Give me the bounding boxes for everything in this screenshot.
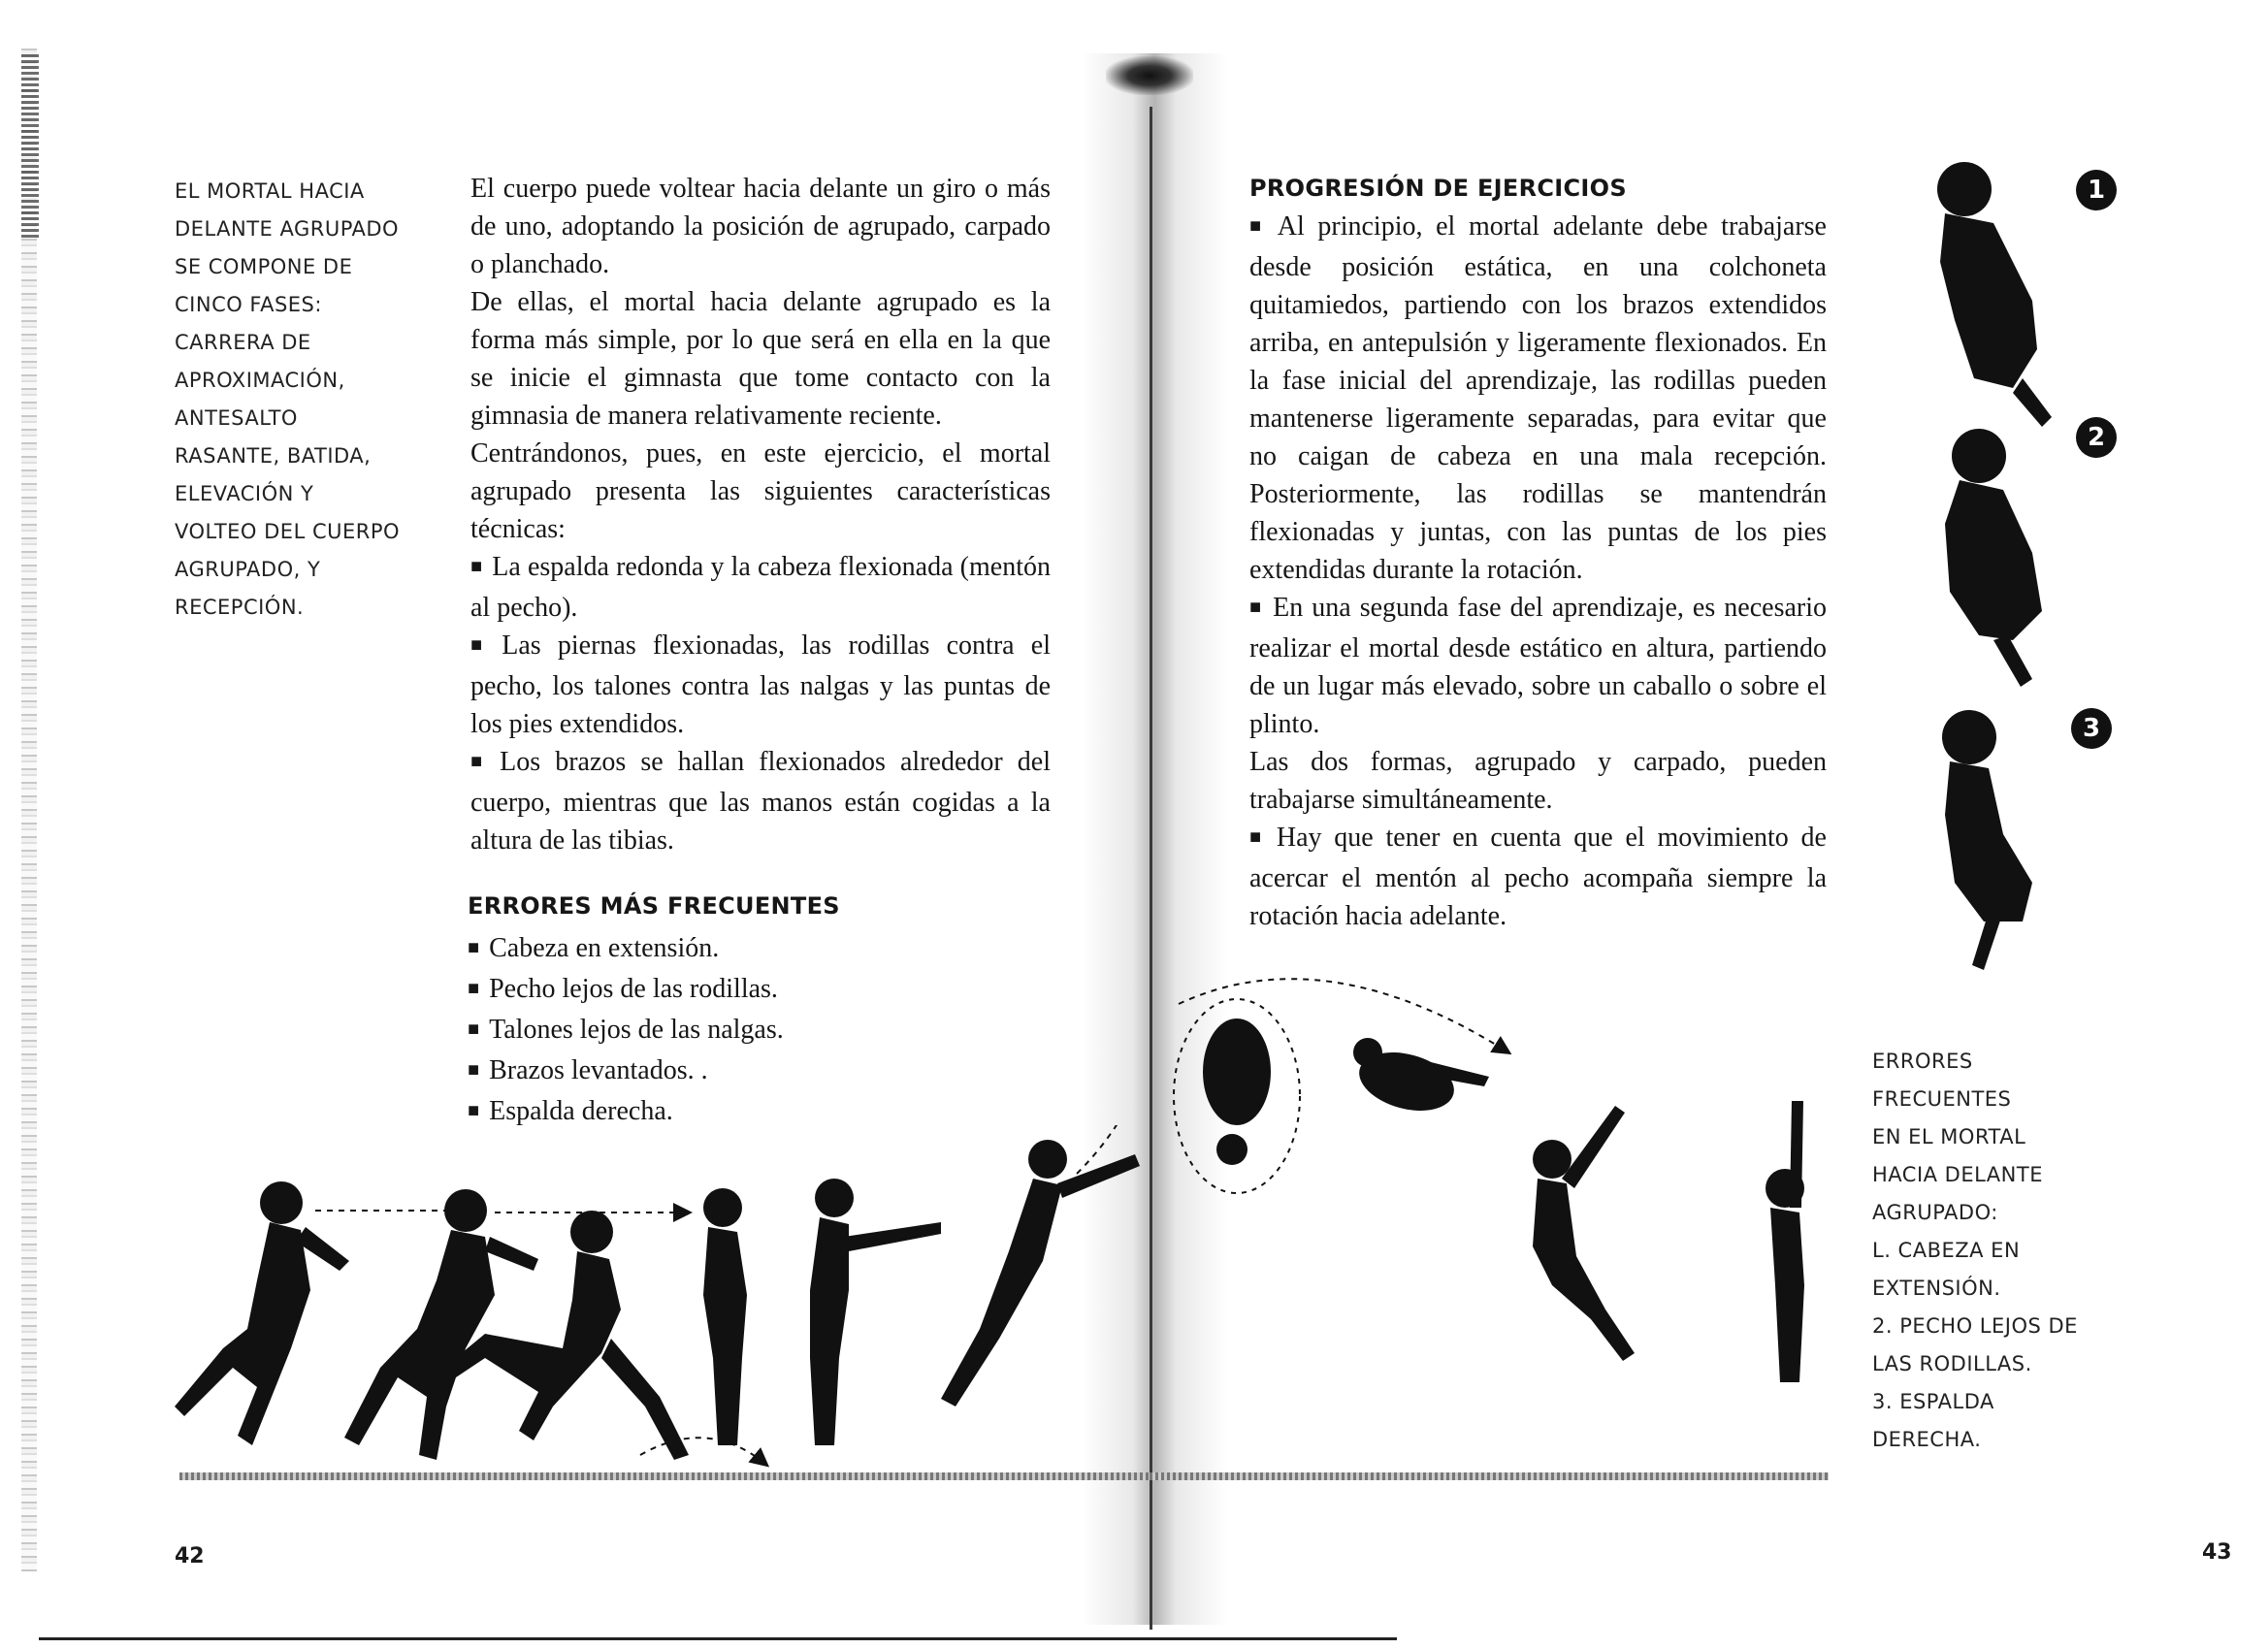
error-item: ■ Brazos levantados. . [468,1051,875,1092]
runner-figure-4 [703,1188,747,1445]
bullet-item: ■ Los brazos se hallan flexionados alrededor del cuerpo, mientras que las manos están cogidas a la altura de las tibias. [470,743,1051,859]
paragraph: El cuerpo puede voltear hacia delante un giro o más de uno, adoptando la posición de agrupado, carpado o planchado. [470,174,1051,279]
tuck-figure-3 [1942,710,2032,970]
landing-figure-1 [1533,1106,1635,1361]
bullet-item: ■ Las piernas flexionadas, las rodillas contra el pecho, los talones contra las nalgas y las puntas de los pies extendidos. [470,627,1051,743]
left-body-text [470,170,1051,859]
page-number-right: 43 [2202,1540,2232,1565]
error-item: ■ Pecho lejos de las rodillas. [468,970,875,1011]
progression-paragraph: ■ Hay que tener en cuenta que el movimiento de acercar el mentón al pecho acompaña siempre la rotación hacia adelante. [1249,819,1827,935]
error-item: ■ Cabeza en extensión. [468,929,875,970]
error-item: ■ Talones lejos de las nalgas. [468,1011,875,1051]
page-number-left: 42 [175,1544,205,1568]
runup-sequence-illustration [165,1125,1154,1484]
errors-heading: ERRORES MÁS FRECUENTES [468,892,840,920]
tuck-rotation-figure-2 [1352,1038,1489,1120]
progression-paragraph: ■ En una segunda fase del aprendizaje, es necesario realizar el mortal desde estático en altura, partiendo de un lugar más elevado, sobre un caballo o sobre el plinto. [1249,589,1827,743]
progression-heading: PROGRESIÓN DE EJERCICIOS [1249,175,1627,202]
tuck-figure-2 [1945,429,2042,687]
rotation-landing-illustration [1150,965,1848,1489]
right-body-text [1249,170,1827,935]
bullet-item: ■ La espalda redonda y la cabeza flexionada (mentón al pecho). [470,548,1051,627]
ground-line [1150,1472,1829,1480]
paragraph: De ellas, el mortal hacia delante agrupado es la forma más simple, por lo que será en ella en la que se inicie el gimnasta que tome contacto con la gimnasia de manera relativamente reciente. [470,287,1051,431]
tuck-rotation-figure-1 [1203,1018,1271,1165]
figure-number-badge: 3 [2071,708,2112,749]
runner-figure-6 [941,1140,1140,1406]
progression-paragraph: ■ Al principio, el mortal adelante debe trabajarse desde posición estática, en una colchoneta quitamiedos, partiendo con los brazos extendidos arriba, en antepulsión y ligeramente flexionados. En la fase inicial del aprendizaje, las rodillas pueden mantenerse ligeramente separadas, para evitar que no caigan de cabeza en una mala recepción. Posteriormente, las rodillas se mantendrán flexionadas y juntas, con las puntas de los pies extendidas durante la rotación. [1249,208,1827,589]
figure-number-badge: 2 [2076,417,2117,458]
figure-number-badge: 1 [2076,170,2117,210]
errors-block [468,888,875,1133]
right-page [1150,0,2268,1649]
progression-paragraph: Las dos formas, agrupado y carpado, pueden trabajarse simultáneamente. [1249,747,1827,815]
tuck-error-figures [1887,155,2120,1009]
left-caption: EL MORTAL HACIA DELANTE AGRUPADO SE COMPONE DE CINCO FASES: CARRERA DE APROXIMACIÓN, ANTESALTO RASANTE, BATIDA, ELEVACIÓN Y VOLTEO DEL CUERPO AGRUPADO, Y RECEPCIÓN. [175,179,401,619]
tuck-figure-1 [1937,162,2052,427]
landing-figure-2 [1766,1101,1804,1382]
runner-figure-2 [344,1189,538,1460]
paragraph: Centrándonos, pues, en este ejercicio, el mortal agrupado presenta las siguientes características técnicas: [470,438,1051,544]
errors-caption: ERRORES FRECUENTES EN EL MORTAL HACIA DELANTE AGRUPADO: L. CABEZA EN EXTENSIÓN. 2. PECHO LEJOS DE LAS RODILLAS. 3. ESPALDA DERECHA. [1872,1050,2078,1451]
runner-figure-5 [810,1179,941,1445]
error-item: ■ Espalda derecha. [468,1092,875,1133]
runner-figure-1 [175,1181,349,1445]
